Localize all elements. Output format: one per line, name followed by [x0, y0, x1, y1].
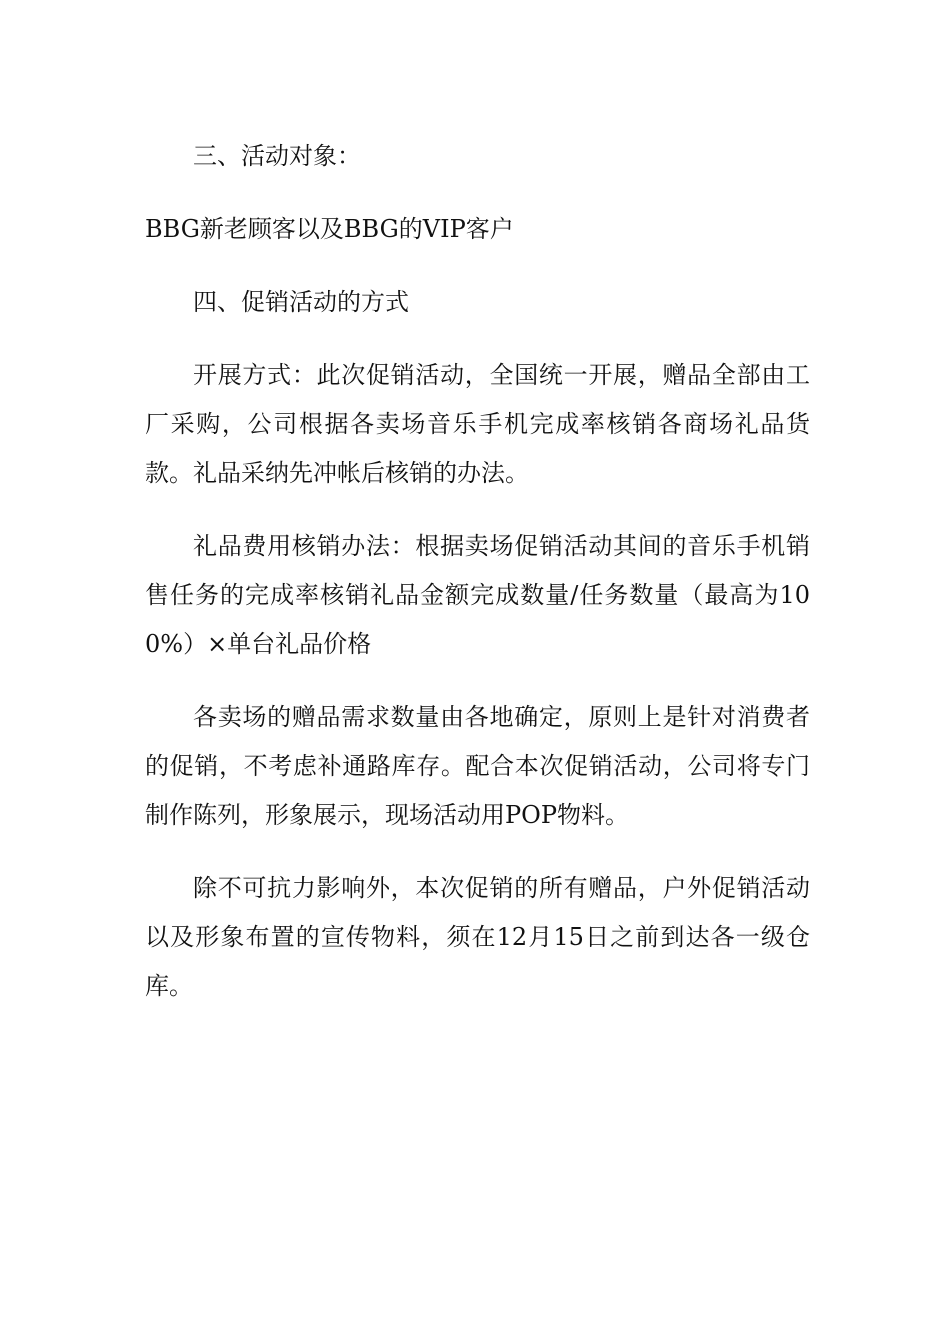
section-heading-promotion-method: 四、促销活动的方式 [193, 288, 409, 316]
paragraph-target-customers: BBG新老顾客以及BBG的VIP客户 [145, 215, 514, 243]
section-heading-activity-target: 三、活动对象： [193, 142, 361, 170]
paragraph-gift-cost-writeoff: 礼品费用核销办法：根据卖场促销活动其间的音乐手机销售任务的完成率核销礼品金额完成数量/任务数量（最高为100%）×单台礼品价格 [145, 532, 810, 658]
paragraph-execution-method: 开展方式：此次促销活动，全国统一开展，赠品全部由工厂采购，公司根据各卖场音乐手机完成率核销各商场礼品货款。礼品采纳先冲帐后核销的办法。 [145, 361, 810, 487]
document-body [145, 132, 810, 1011]
paragraph-gift-quantity: 各卖场的赠品需求数量由各地确定，原则上是针对消费者的促销，不考虑补通路库存。配合本次促销活动，公司将专门制作陈列，形象展示，现场活动用POP物料。 [145, 703, 810, 829]
paragraph-delivery-deadline: 除不可抗力影响外，本次促销的所有赠品，户外促销活动以及形象布置的宣传物料，须在12月15日之前到达各一级仓库。 [145, 874, 810, 1000]
